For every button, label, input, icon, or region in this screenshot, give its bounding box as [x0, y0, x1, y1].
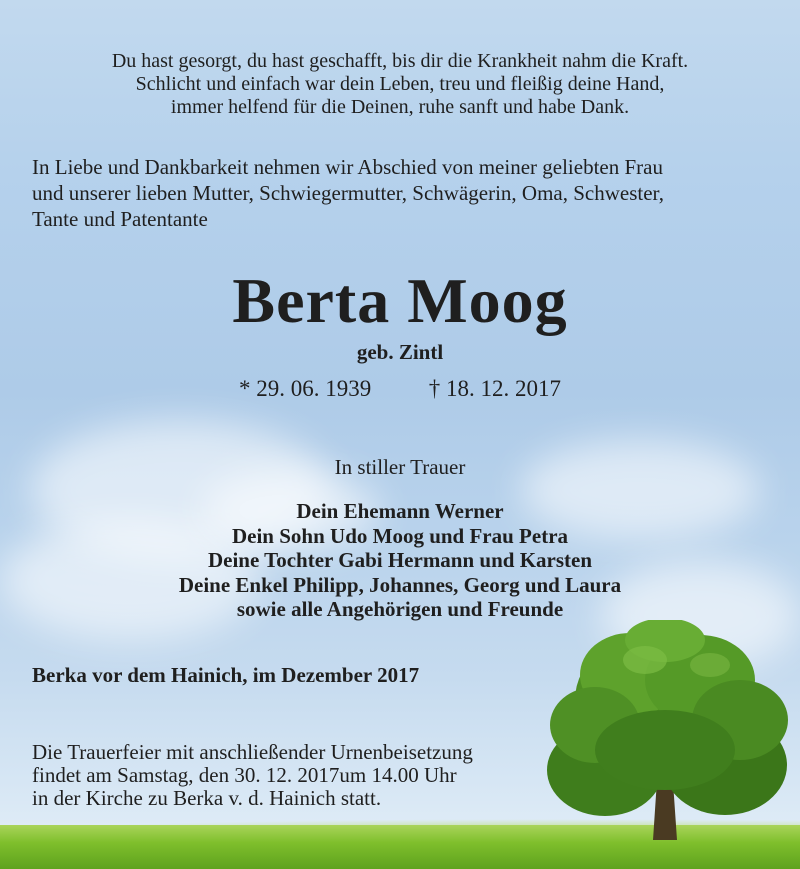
- service-info: [32, 741, 473, 810]
- place-date: Berka vor dem Hainich, im Dezember 2017: [32, 663, 420, 687]
- poem-line: immer helfend für die Deinen, ruhe sanft und habe Dank.: [170, 96, 630, 118]
- poem: [0, 50, 800, 119]
- family-member: Dein Sohn Udo Moog und Frau Petra: [231, 523, 569, 548]
- poem-line: Du hast gesorgt, du hast geschafft, bis dir die Krankheit nahm die Kraft.: [111, 50, 689, 72]
- service-line: in der Kirche zu Berka v. d. Hainich statt.: [32, 786, 382, 810]
- birth-name: geb. Zintl: [356, 340, 444, 364]
- family-member: Deine Enkel Philipp, Johannes, Georg und Laura: [178, 572, 622, 597]
- family-member: Dein Ehemann Werner: [296, 499, 504, 523]
- family-list: [0, 499, 800, 622]
- service-line: findet am Samstag, den 30. 12. 2017um 14.00 Uhr: [32, 763, 457, 787]
- intro-line: In Liebe und Dankbarkeit nehmen wir Abschied von meiner geliebten Frau: [32, 155, 663, 179]
- intro-text: [32, 154, 780, 232]
- family-member: sowie alle Angehörigen und Freunde: [236, 597, 564, 621]
- deceased-name: Berta Moog: [232, 265, 568, 336]
- poem-line: Schlicht und einfach war dein Leben, treu und fleißig deine Hand,: [135, 73, 665, 95]
- intro-line: und unserer lieben Mutter, Schwiegermutter, Schwägerin, Oma, Schwester,: [32, 181, 664, 205]
- family-member: Deine Tochter Gabi Hermann und Karsten: [207, 548, 593, 572]
- service-line: Die Trauerfeier mit anschließender Urnenbeisetzung: [32, 740, 473, 764]
- intro-line: Tante und Patentante: [32, 207, 208, 231]
- mourning-heading: In stiller Trauer: [334, 455, 466, 479]
- life-dates: * 29. 06. 1939 † 18. 12. 2017: [239, 376, 561, 401]
